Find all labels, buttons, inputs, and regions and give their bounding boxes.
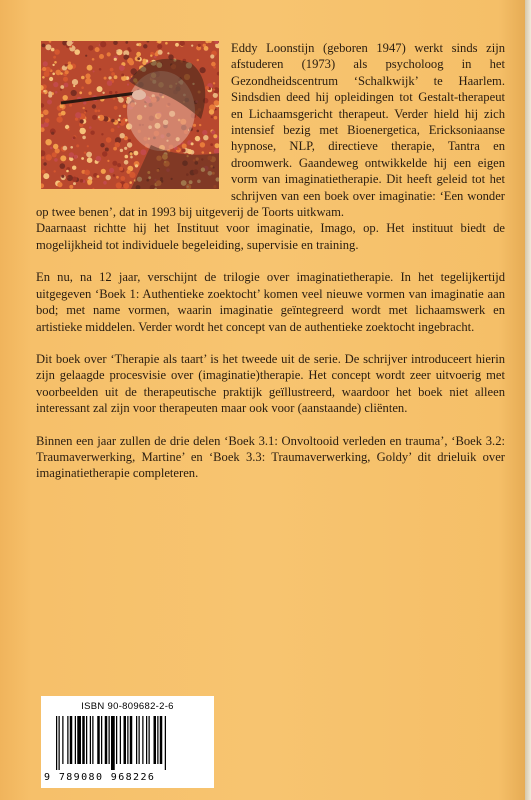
- blurb: [36, 40, 505, 482]
- isbn-label: ISBN 90-809682-2-6: [81, 701, 174, 712]
- upcoming-paragraph: Binnen een jaar zullen de drie delen ‘Boek 3.1: Onvoltooid verleden en trauma’, ‘Boek 3.2: Traumaverwerking, Martine’ en ‘Boek 3.3: Traumaverwerking, Goldy’ dit drieluik over imaginatietherapie completeren.: [36, 433, 505, 481]
- this-book-paragraph: Dit boek over ‘Therapie als taart’ is het tweede uit de serie. De schrijver introduceert hierin zijn gelaagde procesvisie over (imaginatie)therapie. Het concept wordt zeer uitvoerig met voorbeelden uit de therapeutische praktijk geïllustreerd, waardoor het boek niet alleen interessant zal zijn voor therapeuten maar ook voor (aanstaande) cliënten.: [36, 351, 505, 416]
- page-edge: [525, 0, 531, 800]
- trilogy-paragraph: En nu, na 12 jaar, verschijnt de trilogie over imaginatietherapie. In het tegelijkertijd uitgegeven ‘Boek 1: Authentieke zoektocht’ komen veel nieuwe vormen van imaginatie aan bod; met name vormen, waarin imaginatie geïntegreerd wordt met lichaamswerk en artistieke middelen. Verder wordt het concept van de authentieke zoektocht ingebracht.: [36, 270, 505, 334]
- barcode: [41, 696, 214, 788]
- institute-paragraph: Daarnaast richtte hij het Instituut voor imaginatie, Imago, op. Het instituut biedt de mogelijkheid tot individuele begeleiding, supervisie en training.: [36, 221, 505, 252]
- about-author-paragraph: Eddy Loonstijn (geboren 1947) werkt sinds zijn afstuderen (1973) als psycholoog in het Gezondheidscentrum ‘Schalkwijk’ te Haarlem. Sindsdien deed hij opleidingen tot Gestalt-therapeut en Lichaamsgericht therapeut. Verder hield hij zich intensief bezig met Bioenergetica, Ericksoniaanse hypnose, NLP, directieve therapie, Tantra en droomwerk. Gaandeweg ontwikkelde hij een eigen vorm van imaginatietherapie. Dit heeft geleid tot het schrijven van een boek over imaginatie: ‘Een wonder op twee benen’, dat in 1993 bij uitgeverij de Toorts uitkwam.: [36, 41, 505, 220]
- ean-number: 9 789080 968226: [44, 772, 156, 783]
- barcode-bars: [56, 716, 200, 770]
